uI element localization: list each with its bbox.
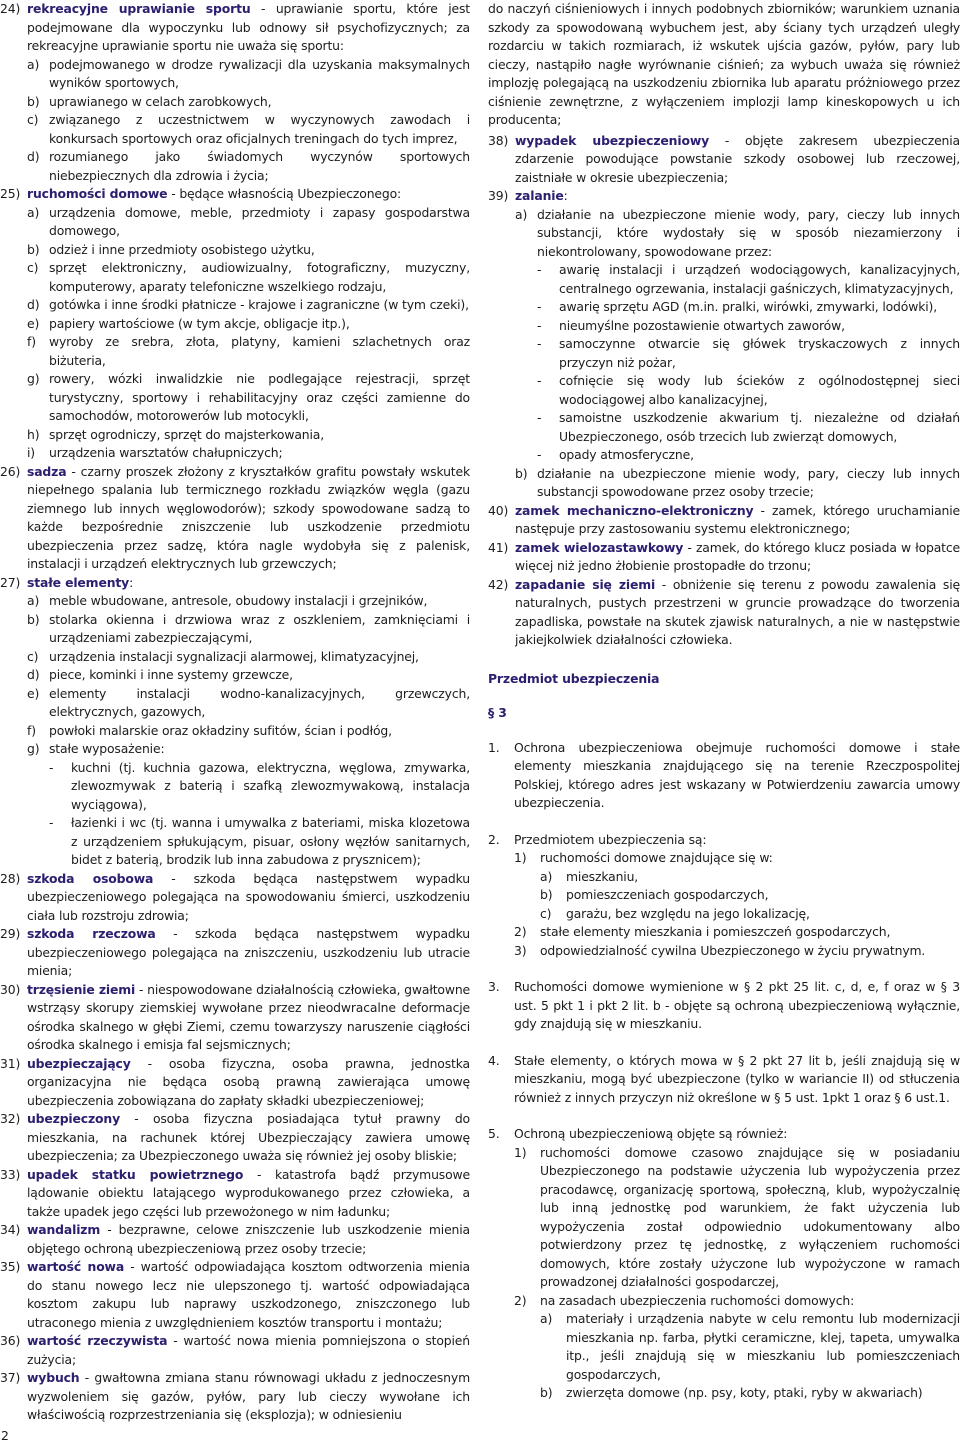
subsubitem-marker: a)	[540, 868, 553, 884]
paragraph-text: Przedmiotem ubezpieczenia są:	[514, 831, 707, 847]
definition-subitem	[27, 315, 470, 334]
definition-text: - obniżenie się terenu z powodu zawalenia się naturalnych, pustych przestrzeni w gruncie prowadzące do tworzenia zapadliska, powstałe na skutek zjawisk naturalnych, a nie w następstwie jakiejkolwiek działalności człowieka.	[515, 576, 960, 647]
paragraph-number: 2.	[488, 831, 500, 847]
subitem-marker: g)	[27, 741, 40, 756]
definition-item	[0, 1055, 470, 1111]
subitem-text: odzież i inne przedmioty osobistego użytku,	[49, 241, 315, 257]
subitem-text: ruchomości domowe czasowo znajdujące się w posiadaniu Ubezpieczonego na podstawie użyczenia lub wypożyczenia przez pracodawcę, organizację sportową, społeczną, klub, wypożyczalnię lub inną jednostkę pod warunkiem, że fakt użyczenia lub wypożyczenia został odpowiednio udokumentowany albo potwierdzony przez tę jednostkę, z wyłączeniem ruchomości domowych, które zostały użyczone lub wypożyczone w ramach prowadzonej działalności gospodarczej,	[540, 1144, 960, 1289]
definition-number: 32)	[0, 1111, 21, 1126]
definition-number: 36)	[0, 1333, 21, 1348]
subitem-text: odpowiedzialność cywilna Ubezpieczonego w życiu prywatnym.	[540, 942, 926, 958]
subitem-marker: c)	[27, 648, 39, 664]
subitem-marker: a)	[515, 206, 528, 222]
definition-text: - objęte zakresem ubezpieczenia zdarzenie powodujące powstanie szkody osobowej lub rzeczowej, zaistniałe w okresie ubezpieczenia;	[515, 132, 960, 185]
definition-term: zapadanie się ziemi	[515, 576, 656, 592]
page-number: 2	[1, 1428, 9, 1443]
definition-item	[488, 502, 960, 539]
subsubitem-marker: a)	[540, 1311, 553, 1326]
dash-marker: -	[49, 759, 54, 775]
definition-subitem	[515, 465, 960, 502]
subitem-marker: c)	[27, 260, 39, 275]
definition-subitem	[27, 666, 470, 685]
dash-text: kuchni (tj. kuchnia gazowa, elektryczna, węglowa, zmywarka, zlewozmywak z baterią i szafką zlewozmywakową, instalacja wyciągowa),	[71, 759, 470, 812]
definition-text: - zamek, do którego klucz posiada w łopatce więcej niż jedno żłobienie prostopadłe do trzonu;	[515, 539, 960, 573]
definition-item	[0, 1166, 470, 1222]
definition-item	[488, 132, 960, 188]
subitem-marker: f)	[27, 722, 36, 738]
dash-item	[537, 409, 960, 446]
explosion-definition-continuation: do naczyń ciśnieniowych i innych podobnych zbiorników; warunkiem uznania szkody za spowodowaną wybuchem jest, aby ściany tych urządzeń uległy rozdarciu w takich rozmiarach, iż wskutek ujścia gazów, pyłów, pary lub cieczy, nastąpiło nagłe wyrównanie ciśnień; za wybuch uważa się również implozję polegającą na uszkodzeniu zbiornika lub aparatu próżniowego przez ciśnienie zewnętrzne, z wyłączeniem implozji lamp kineskopowych u ich producenta;	[488, 1, 960, 127]
definition-item	[0, 1221, 470, 1258]
definition-subitem	[27, 204, 470, 241]
definition-term: wartość nowa	[27, 1259, 125, 1274]
subitem-marker: a)	[27, 56, 40, 72]
section-paragraph	[488, 831, 960, 961]
definition-text: - gwałtowna zmiana stanu równowagi układu z jednoczesnym wyzwoleniem się gazów, pyłów, pary lub cieczy wywołane ich właściwością rozprzestrzeniania się (eksplozja); w odniesieniu	[27, 1370, 470, 1422]
section-paragraph	[488, 1052, 960, 1108]
definition-term: ubezpieczający	[27, 1055, 131, 1071]
definition-number: 33)	[0, 1166, 21, 1182]
definition-number: 40)	[488, 502, 509, 518]
dash-text: samoistne uszkodzenie akwarium tj. niezależne od działań Ubezpieczonego, osób trzecich lub zwierząt domowych,	[559, 410, 960, 444]
definition-item	[0, 925, 470, 981]
definition-subitem	[27, 241, 470, 260]
definition-subitem	[27, 148, 470, 185]
subsubitem-text: materiały i urządzenia nabyte w celu remontu lub modernizacji mieszkania np. farba, płytki ceramiczne, klej, tapeta, umywalka itp., jeśli znajdują się w mieszkaniu lub pomieszczeniach gospodarczych,	[566, 1311, 960, 1382]
definition-number: 41)	[488, 539, 509, 555]
definition-text: - katastrofa bądź przymusowe lądowanie obiektu latającego wyprodukowanego przez człowieka, a także upadek jego części lub przewożonego w nim ładunku;	[27, 1166, 470, 1219]
subitem-text: stałe elementy mieszkania i pomieszczeń gospodarczych,	[540, 924, 891, 939]
definition-number: 35)	[0, 1259, 21, 1274]
subitem-text: stolarka okienna i drzwiowa wraz z oszkleniem, zamknięciami i urządzeniami zabezpieczającymi,	[49, 611, 470, 645]
definition-term: zamek wielozastawkowy	[515, 539, 684, 555]
definition-number: 29)	[0, 926, 21, 941]
definition-text: - szkoda będąca następstwem wypadku ubezpieczeniowego polegająca na zniszczeniu, uszkodzeniu lub utracie mienia;	[27, 926, 470, 978]
subitem-marker: c)	[27, 112, 39, 127]
subitem-marker: d)	[27, 297, 40, 312]
definition-number: 42)	[488, 576, 509, 592]
definition-term: wartość rzeczywista	[27, 1333, 168, 1348]
dash-text: opady atmosferyczne,	[559, 447, 694, 462]
subitem-marker: 1)	[514, 1144, 527, 1160]
dash-marker: -	[49, 815, 54, 830]
subitem-marker: b)	[27, 93, 40, 109]
definition-number: 26)	[0, 463, 21, 479]
subsubitem-text: garażu, bez względu na jego lokalizację,	[566, 905, 810, 921]
dash-text: nieumyślne pozostawienie otwartych zaworów,	[559, 317, 845, 333]
paragraph-subsubitem	[540, 1310, 960, 1384]
subitem-marker: 3)	[514, 942, 527, 958]
definition-term: zamek mechaniczno-elektroniczny	[515, 502, 754, 518]
subitem-text: na zasadach ubezpieczenia ruchomości domowych:	[540, 1292, 855, 1308]
paragraph-number: 3.	[488, 979, 500, 994]
definition-number: 30)	[0, 981, 21, 997]
definition-subitem	[27, 333, 470, 370]
subitem-text: rozumianego jako świadomych wyczynów sportowych niebezpiecznych dla zdrowia i życia;	[49, 149, 470, 183]
definition-subitem	[515, 206, 960, 465]
definition-item	[0, 574, 470, 870]
definition-subitem	[27, 296, 470, 315]
subitem-text: meble wbudowane, antresole, obudowy instalacji i grzejników,	[49, 593, 428, 608]
subitem-marker: a)	[27, 204, 40, 220]
definition-subitem	[27, 259, 470, 296]
definition-item	[0, 0, 470, 185]
paragraph-subitem	[514, 942, 960, 961]
definition-subitem	[27, 56, 470, 93]
definition-item	[0, 1110, 470, 1166]
definition-term: szkoda rzeczowa	[27, 926, 156, 941]
subitem-marker: g)	[27, 371, 40, 386]
paragraph-text: Ruchomości domowe wymienione w § 2 pkt 25 lit. c, d, e, f oraz w § 3 ust. 5 pkt 1 i pkt 2 lit. b - objęte są ochroną ubezpieczeniową wyłącznie, gdy znajdują się w mieszkaniu.	[514, 979, 960, 1031]
definition-term: wandalizm	[27, 1222, 101, 1237]
dash-marker: -	[537, 410, 542, 425]
subitem-marker: b)	[27, 241, 40, 257]
definition-term: zalanie	[515, 188, 564, 203]
dash-marker: -	[537, 262, 542, 277]
definition-text: - czarny proszek złożony z kryształków grafitu powstały wskutek niepełnego spalania lub termicznego rozkładu związków węgla (gazu ziemnego lub innych węglowodorów); szkody spowodowane sadzą to każde bezpośrednie zniszczenie lub uszkodzenie przedmiotu ubezpieczenia przez sadzę, która nagle wydobyła się z palenisk, instalacji i urządzeń elektrycznych lub grzewczych;	[27, 463, 470, 571]
paragraph-subsubitem	[540, 868, 960, 887]
definition-text: - wartość odpowiadająca kosztom odtworzenia mienia do stanu nowego lecz nie ulepszonego tj. wartość odpowiadająca kosztom zakupu lub naprawy uszkodzonego, zniszczonego lub utraconego mienia z uwzględnieniem kosztów transportu i montażu;	[27, 1259, 470, 1330]
definition-term: wypadek ubezpieczeniowy	[515, 132, 710, 148]
paragraph-text: Ochrona ubezpieczeniowa obejmuje ruchomości domowe i stałe elementy mieszkania znajdującego się na terenie Rzeczpospolitej Polskiej, którego adres jest wskazany w Potwierdzeniu zawarcia umowy ubezpieczenia.	[514, 739, 960, 810]
paragraph-subsubitem	[540, 1384, 960, 1403]
definition-number: 25)	[0, 186, 21, 201]
subsubitem-marker: c)	[540, 905, 552, 921]
subitem-text: sprzęt ogrodniczy, sprzęt do majsterkowania,	[49, 426, 325, 442]
definition-text: - osoba fizyczna posiadająca tytuł prawny do mieszkania, na rachunek której Ubezpieczający zawiera umowę ubezpieczenia; za Ubezpieczonego uważa się również jej osoby bliskie;	[27, 1111, 470, 1163]
definition-item	[0, 1369, 470, 1425]
section-heading: Przedmiot ubezpieczenia	[488, 670, 660, 686]
definition-term: upadek statku powietrznego	[27, 1166, 244, 1182]
subitem-text: powłoki malarskie oraz okładziny sufitów, ścian i podłóg,	[49, 722, 392, 738]
paragraph-subitem	[514, 849, 960, 923]
subitem-marker: f)	[27, 334, 36, 349]
subitem-text: gotówka i inne środki płatnicze - krajowe i zagraniczne (w tym czeki),	[49, 297, 469, 312]
definition-text: :	[129, 574, 134, 590]
definition-term: stałe elementy	[27, 574, 130, 590]
definition-term: ruchomości domowe	[27, 186, 168, 201]
subitem-text: wyroby ze srebra, złota, platyny, kamieni szlachetnych oraz biżuteria,	[49, 334, 470, 368]
subitem-text: rowery, wózki inwalidzkie nie podlegające rejestracji, sprzęt turystyczny, sportowy i rehabilitacyjny oraz części zamienne do samochodów, motorowerów lub motocykli,	[49, 371, 470, 423]
dash-item	[537, 298, 960, 317]
subitem-text: elementy instalacji wodno-kanalizacyjnych, grzewczych, elektrycznych, gazowych,	[49, 685, 470, 719]
definition-number: 34)	[0, 1222, 21, 1237]
dash-text: cofnięcie się wody lub ścieków z ogólnodostępnej sieci wodociągowej albo kanalizacyjnej,	[559, 373, 960, 407]
definition-item	[0, 981, 470, 1055]
subitem-text: ruchomości domowe znajdujące się w:	[540, 850, 773, 865]
subitem-marker: 1)	[514, 850, 527, 865]
definition-subitem	[27, 426, 470, 445]
section-paragraph	[488, 739, 960, 813]
subitem-marker: a)	[27, 593, 40, 608]
dash-item	[537, 446, 960, 465]
definition-number: 37)	[0, 1370, 21, 1385]
subitem-text: piece, kominki i inne systemy grzewcze,	[49, 667, 293, 682]
paragraph-subsubitem	[540, 886, 960, 905]
definitions-right	[488, 132, 960, 650]
paragraph-number: 4.	[488, 1052, 500, 1068]
definition-subitem	[27, 370, 470, 426]
definition-text: - bezprawne, celowe zniszczenie lub uszkodzenie mienia objętego ochroną ubezpieczeniową przez osoby trzecie;	[27, 1222, 470, 1256]
dash-item	[537, 261, 960, 298]
definition-term: trzęsienie ziemi	[27, 981, 136, 997]
definition-number: 24)	[0, 1, 21, 16]
subitem-marker: b)	[515, 465, 528, 481]
definition-item	[0, 1332, 470, 1369]
dash-text: samoczynne otwarcie się główek tryskaczowych z innych przyczyn niż pożar,	[559, 336, 960, 370]
subitem-text: papiery wartościowe (w tym akcje, obligacje itp.),	[49, 315, 350, 331]
definition-number: 38)	[488, 132, 509, 148]
definition-subitem	[27, 611, 470, 648]
dash-marker: -	[537, 447, 542, 462]
dash-item	[49, 759, 470, 815]
subitem-text: uprawianego w celach zarobkowych,	[49, 93, 272, 109]
dash-text: awarię instalacji i urządzeń wodociągowych, kanalizacyjnych, centralnego ogrzewania, instalacji gaśniczych, klimatyzacyjnych,	[559, 262, 960, 296]
subitem-marker: b)	[27, 611, 40, 627]
dash-item	[537, 335, 960, 372]
definition-text: - będące własnością Ubezpieczonego:	[167, 186, 402, 201]
definition-item	[0, 185, 470, 463]
definition-subitem	[27, 722, 470, 741]
definition-item	[488, 539, 960, 576]
subitem-marker: 2)	[514, 1292, 527, 1308]
definition-subitem	[27, 111, 470, 148]
subitem-marker: i)	[27, 445, 35, 460]
subsubitem-text: pomieszczeniach gospodarczych,	[566, 887, 769, 902]
definition-text: - osoba fizyczna, osoba prawna, jednostka organizacyjna nie będąca osobą prawną zawierająca umowę ubezpieczenia zobowiązana do zapłaty składki ubezpieczeniowej;	[27, 1055, 470, 1108]
dash-item	[49, 814, 470, 870]
definition-term: rekreacyjne uprawianie sportu	[27, 1, 251, 16]
definition-term: ubezpieczony	[27, 1111, 120, 1126]
subitem-text: urządzenia warsztatów chałupniczych;	[49, 445, 283, 460]
left-column	[0, 0, 470, 1425]
dash-item	[537, 317, 960, 336]
definition-number: 27)	[0, 574, 21, 590]
subitem-text: urządzenia instalacji sygnalizacji alarmowej, klimatyzacyjnej,	[49, 648, 419, 664]
definition-item	[0, 463, 470, 574]
subitem-marker: h)	[27, 426, 40, 442]
definition-term: szkoda osobowa	[27, 870, 154, 886]
paragraph-subsubitem	[540, 905, 960, 924]
paragraph-subitem	[514, 923, 960, 942]
definition-subitem	[27, 93, 470, 112]
subsubitem-text: zwierzęta domowe (np. psy, koty, ptaki, ryby w akwariach)	[566, 1385, 923, 1400]
subsubitem-marker: b)	[540, 1385, 553, 1400]
paragraph-text: Ochroną ubezpieczeniową objęte są również:	[514, 1126, 788, 1141]
definition-term: wybuch	[27, 1370, 80, 1385]
definition-subitem	[27, 685, 470, 722]
section-mark: § 3	[488, 705, 507, 720]
subitem-marker: e)	[27, 685, 40, 701]
definition-text: - zamek, którego uruchamianie następuje przy zastosowaniu systemu elektronicznego;	[515, 502, 960, 536]
subitem-marker: d)	[27, 667, 40, 682]
dash-text: awarię sprzętu AGD (m.in. pralki, wirówki, zmywarki, lodówki),	[559, 299, 937, 314]
right-column	[488, 0, 960, 1403]
dash-marker: -	[537, 336, 542, 351]
subitem-text: urządzenia domowe, meble, przedmioty i zapasy gospodarstwa domowego,	[49, 204, 470, 238]
subitem-text: podejmowanego w drodze rywalizacji dla uzyskania maksymalnych wyników sportowych,	[49, 56, 470, 90]
paragraph-text: Stałe elementy, o których mowa w § 2 pkt 27 lit b, jeśli znajdują się w mieszkaniu, mogą być ubezpieczone (tylko w wariancie II) od stłuczenia również z innych przyczyn niż określone w § 5 ust. 1pkt 1 oraz § 6 ust.1.	[514, 1052, 960, 1105]
definition-subitem	[27, 444, 470, 463]
definition-subitem	[27, 592, 470, 611]
subitem-text: stałe wyposażenie:	[49, 741, 165, 756]
dash-item	[537, 372, 960, 409]
dash-marker: -	[537, 373, 542, 388]
subsubitem-text: mieszkaniu,	[566, 868, 639, 884]
subsubitem-marker: b)	[540, 887, 553, 902]
definition-number: 39)	[488, 188, 509, 203]
section-paragraph	[488, 1125, 960, 1403]
dash-marker: -	[537, 317, 542, 333]
paragraph-subitem	[514, 1292, 960, 1403]
definition-text: - szkoda będąca następstwem wypadku ubezpieczeniowego polegająca na spowodowaniu śmierci, uszkodzeniu ciała lub rozstroju zdrowia;	[27, 870, 470, 923]
definition-item	[0, 1258, 470, 1332]
definition-text: - uprawianie sportu, które jest podejmowane dla wypoczynku lub odnowy sił psychofizycznych; za rekreacyjne uprawianie sportu nie uważa się sportu:	[27, 1, 470, 53]
paragraph-number: 1.	[488, 739, 500, 755]
section-paragraphs	[488, 739, 960, 1403]
definition-subitem	[27, 648, 470, 667]
subitem-text: działanie na ubezpieczone mienie wody, pary, cieczy lub innych substancji spowodowane przez osoby trzecie;	[537, 465, 960, 499]
dash-text: łazienki i wc (tj. wanna i umywalka z bateriami, miska klozetowa z urządzeniem spłukującym, pisuar, osłony węzłów sanitarnych, bidet z baterią, brodzik lub inna zabudowa z prysznicem);	[71, 815, 470, 867]
definition-item	[488, 187, 960, 502]
section-paragraph	[488, 978, 960, 1034]
subitem-text: związanego z uczestnictwem w wyczynowych zawodach i konkursach sportowych oraz oficjalnych treningach do tych imprez,	[49, 112, 470, 146]
definition-number: 31)	[0, 1055, 21, 1071]
definition-text: - wartość nowa mienia pomniejszona o stopień zużycia;	[27, 1333, 470, 1367]
paragraph-subitem	[514, 1144, 960, 1292]
definition-text: - niespowodowane działalnością człowieka, gwałtowne wstrząsy skorupy ziemskiej wywołane przez nieodwracalne deformacje ośrodka skalnego w głębi Ziemi, czemu towarzyszy naruszenie ciągłości ośrodka skalnego i emisja fal sejsmicznych;	[27, 981, 470, 1052]
subitem-text: działanie na ubezpieczone mienie wody, pary, cieczy lub innych substancji, które wydostały się w sposób niezamierzony i niekontrolowany, spowodowane przez:	[537, 206, 960, 259]
subitem-marker: e)	[27, 315, 40, 331]
dash-marker: -	[537, 299, 542, 314]
subitem-marker: d)	[27, 149, 40, 164]
definition-number: 28)	[0, 870, 21, 886]
definition-term: sadza	[27, 463, 67, 479]
definition-subitem	[27, 740, 470, 870]
definition-text: :	[563, 188, 568, 203]
definition-item	[0, 870, 470, 926]
subitem-marker: 2)	[514, 924, 527, 939]
subitem-text: sprzęt elektroniczny, audiowizualny, fotograficzny, muzyczny, komputerowy, aparaty telefoniczne wszelkiego rodzaju,	[49, 260, 470, 294]
paragraph-number: 5.	[488, 1126, 500, 1141]
definition-item	[488, 576, 960, 650]
